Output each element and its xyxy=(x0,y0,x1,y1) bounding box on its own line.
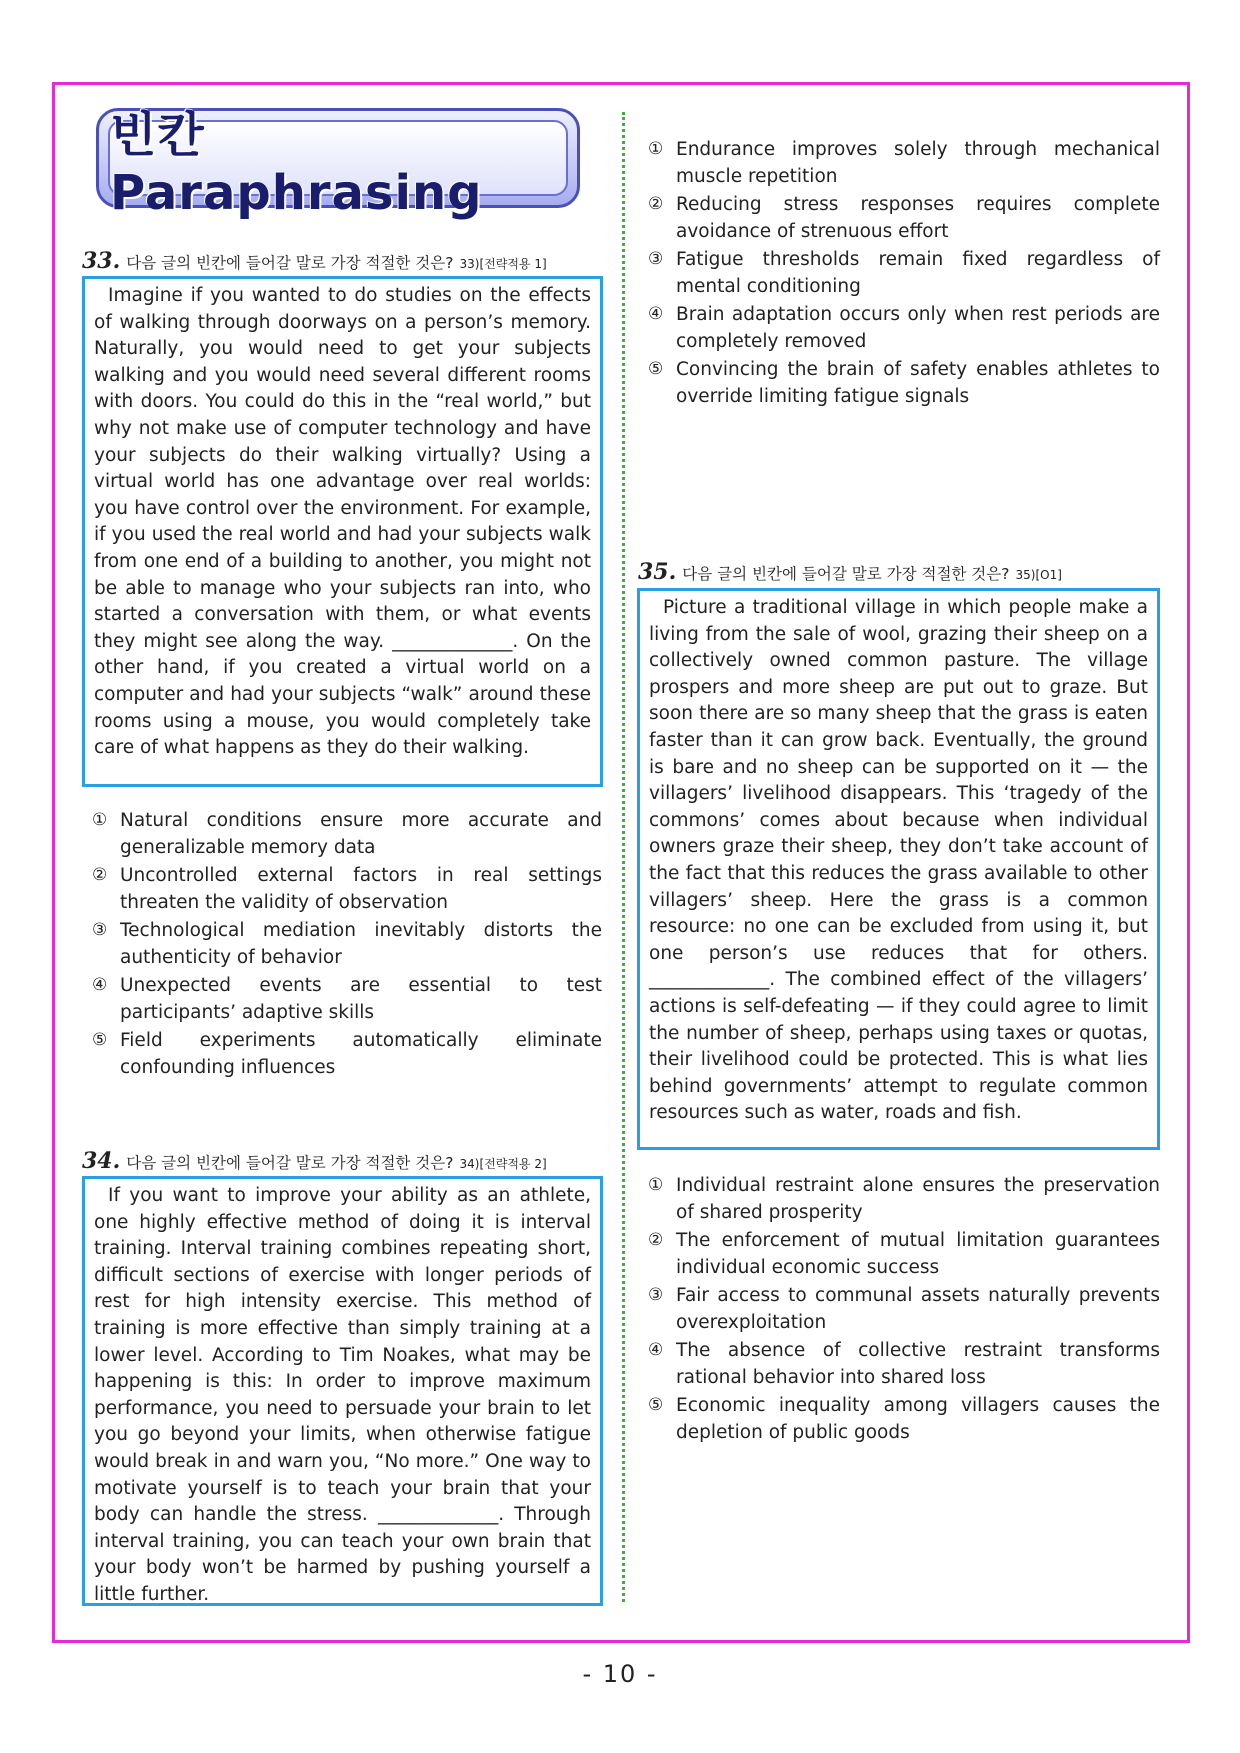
question-prompt: 다음 글의 빈칸에 들어갈 말로 가장 적절한 것은? xyxy=(682,565,1010,583)
section-title: 빈칸 Paraphrasing xyxy=(110,106,483,221)
question-35-header xyxy=(638,559,1062,585)
option-3[interactable] xyxy=(648,1282,1160,1336)
option-text: Economic inequality among villagers causes the depletion of public goods xyxy=(676,1395,1160,1443)
passage-text: Picture a traditional village in which people make a living from the sale of wool, grazing their sheep on a collectively owned common pasture. The village prospers and more sheep are put out to graze. But soon there are so many sheep that the grass is eaten faster than it can grow back. Eventually, the ground is bare and no sheep can be supported on it — the villagers’ livelihood disappears. This ‘tragedy of the commons’ comes about because when individual owners graze their sheep, they don’t take account of the fact that this reduces the grass available to other villagers’ sheep. Here the grass is a common resource: no one can be excluded from using it, but one person’s use reduces that for others. _____________. The combined effect of the villagers’ actions is self-defeating — if they could agree to limit the number of sheep, perhaps using taxes or quotas, their livelihood could be protected. This is what lies behind governments’ attempt to regulate common resources such as water, roads and fish. xyxy=(649,597,1148,1124)
option-text: Fatigue thresholds remain fixed regardless of mental conditioning xyxy=(676,249,1160,297)
option-mark: ② xyxy=(648,1230,664,1250)
option-mark: ① xyxy=(648,1175,664,1195)
option-mark: ④ xyxy=(648,304,664,324)
question-33-passage xyxy=(82,276,603,787)
question-source: 35)[O1] xyxy=(1015,568,1062,582)
option-5[interactable] xyxy=(648,356,1160,410)
option-mark: ① xyxy=(92,810,108,830)
option-mark: ⑤ xyxy=(648,1395,664,1415)
option-5[interactable] xyxy=(92,1027,602,1081)
option-2[interactable] xyxy=(92,862,602,916)
column-divider xyxy=(622,112,625,1602)
option-mark: ⑤ xyxy=(92,1030,108,1050)
option-mark: ④ xyxy=(92,975,108,995)
option-mark: ④ xyxy=(648,1340,664,1360)
option-text: Brain adaptation occurs only when rest periods are completely removed xyxy=(676,304,1160,352)
option-text: Reducing stress responses requires complete avoidance of strenuous effort xyxy=(676,194,1160,242)
option-text: The enforcement of mutual limitation guarantees individual economic success xyxy=(676,1230,1160,1278)
passage-text: If you want to improve your ability as an athlete, one highly effective method of doing it is interval training. Interval training combines repeating short, difficult sections of exercise with longer periods of rest for high intensity exercise. This method of training is more effective than simply training at a lower level. According to Tim Noakes, what may be happening is this: In order to improve maximum performance, you need to persuade your brain to let you go beyond your limits, when otherwise fatigue would break in and warn you, “No more.” One way to motivate yourself is to teach your brain that your body can handle the stress. _____________. Through interval training, you can teach your own brain that your body won’t be harmed by pushing yourself a little further. xyxy=(94,1185,591,1605)
option-text: Endurance improves solely through mechanical muscle repetition xyxy=(676,139,1160,187)
question-34-options xyxy=(648,136,1160,411)
question-35-options xyxy=(648,1172,1160,1447)
option-mark: ① xyxy=(648,139,664,159)
option-text: Technological mediation inevitably distorts the authenticity of behavior xyxy=(120,920,602,968)
option-text: Individual restraint alone ensures the preservation of shared prosperity xyxy=(676,1175,1160,1223)
option-text: Unexpected events are essential to test participants’ adaptive skills xyxy=(120,975,602,1023)
option-mark: ③ xyxy=(92,920,108,940)
question-35-passage xyxy=(637,588,1160,1150)
option-1[interactable] xyxy=(648,136,1160,190)
option-1[interactable] xyxy=(648,1172,1160,1226)
page-number: - 10 - xyxy=(582,1660,658,1688)
option-4[interactable] xyxy=(92,972,602,1026)
option-text: Fair access to communal assets naturally prevents overexploitation xyxy=(676,1285,1160,1333)
option-mark: ③ xyxy=(648,249,664,269)
option-mark: ② xyxy=(648,194,664,214)
option-text: Natural conditions ensure more accurate and generalizable memory data xyxy=(120,810,602,858)
option-3[interactable] xyxy=(92,917,602,971)
question-number: 35. xyxy=(638,559,677,585)
option-2[interactable] xyxy=(648,1227,1160,1281)
question-number: 34. xyxy=(82,1148,121,1174)
question-prompt: 다음 글의 빈칸에 들어갈 말로 가장 적절한 것은? xyxy=(126,1154,454,1172)
question-33-header xyxy=(82,248,547,274)
question-source: 33)[전략적용 1] xyxy=(459,257,547,271)
option-2[interactable] xyxy=(648,191,1160,245)
option-4[interactable] xyxy=(648,1337,1160,1391)
question-34-passage xyxy=(82,1176,603,1606)
question-34-header xyxy=(82,1148,547,1174)
option-text: Field experiments automatically eliminate confounding influences xyxy=(120,1030,602,1078)
option-5[interactable] xyxy=(648,1392,1160,1446)
question-number: 33. xyxy=(82,248,121,274)
option-text: Convincing the brain of safety enables athletes to override limiting fatigue signals xyxy=(676,359,1160,407)
question-prompt: 다음 글의 빈칸에 들어갈 말로 가장 적절한 것은? xyxy=(126,254,454,272)
option-4[interactable] xyxy=(648,301,1160,355)
question-source: 34)[전략적용 2] xyxy=(459,1157,547,1171)
section-title-inner xyxy=(108,106,568,221)
option-mark: ③ xyxy=(648,1285,664,1305)
option-mark: ⑤ xyxy=(648,359,664,379)
question-33-options xyxy=(92,807,602,1082)
option-1[interactable] xyxy=(92,807,602,861)
option-text: The absence of collective restraint transforms rational behavior into shared loss xyxy=(676,1340,1160,1388)
passage-text: Imagine if you wanted to do studies on the effects of walking through doorways on a person’s memory. Naturally, you would need to get your subjects walking and you would need several different rooms with doors. You could do this in the “real world,” but why not make use of computer technology and have your subjects do their walking virtually? Using a virtual world has one advantage over real worlds: you have control over the environment. For example, if you used the real world and had your subjects walk from one end of a building to another, you might not be able to manage who your subjects ran into, who started a conversation with them, or what events they might see along the way. _____________. On the other hand, if you created a virtual world on a computer and had your subjects “walk” around these rooms using a mouse, you would completely take care of what happens as they do their walking. xyxy=(94,285,591,759)
option-3[interactable] xyxy=(648,246,1160,300)
option-text: Uncontrolled external factors in real settings threaten the validity of observation xyxy=(120,865,602,913)
option-mark: ② xyxy=(92,865,108,885)
section-title-badge xyxy=(96,106,580,221)
